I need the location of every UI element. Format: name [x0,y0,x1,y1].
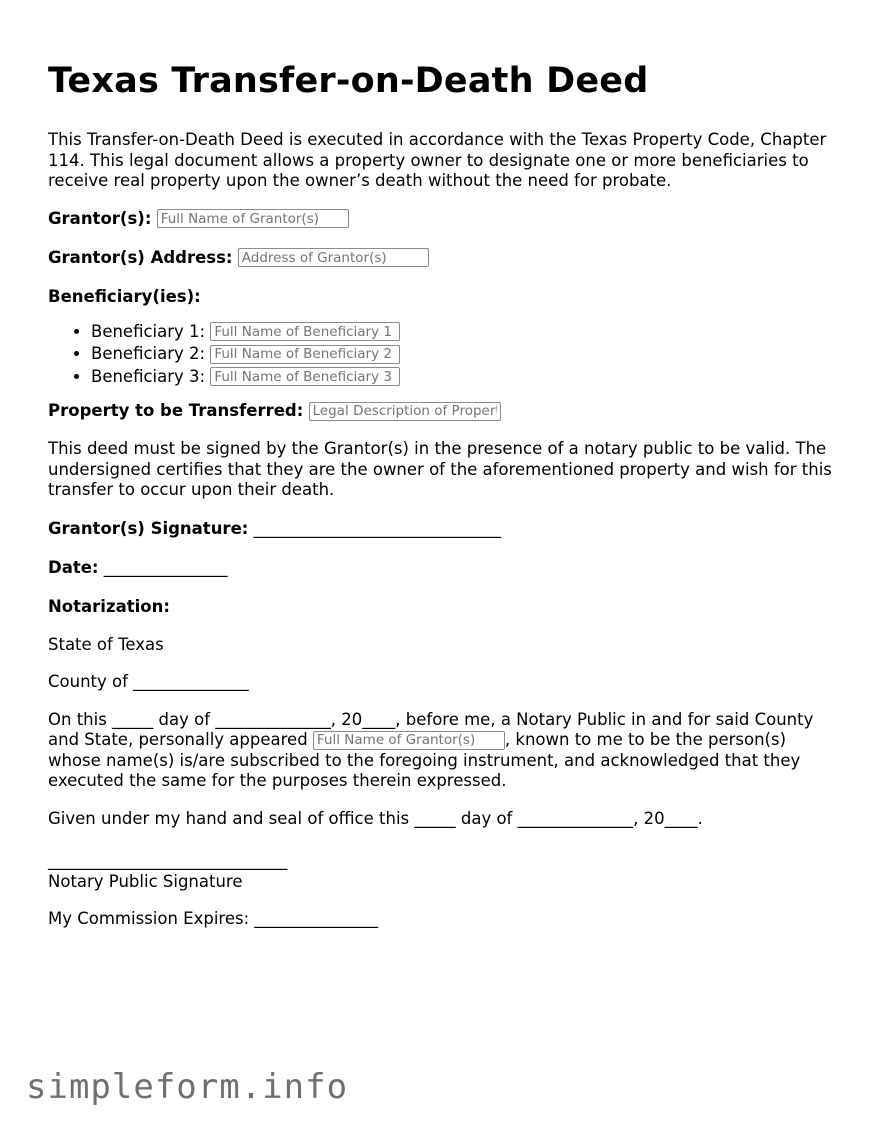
grantor-address-label: Grantor(s) Address: [48,247,233,267]
notarization-label: Notarization: [48,596,170,616]
beneficiary-1-input[interactable] [210,322,400,341]
certification-paragraph: This deed must be signed by the Grantor(s) in the presence of a notary public to be valid. The undersigned certifies that they are the owner of the aforementioned property and wish for this transfer to occur upon their death. [48,439,832,499]
beneficiaries-label: Beneficiary(ies): [48,286,201,306]
page-title: Texas Transfer-on-Death Deed [48,61,649,101]
notarization-heading-row [48,596,838,618]
given-under-hand-line: Given under my hand and seal of office this _____ day of ______________, 20____. [48,808,703,828]
beneficiary-1-label: Beneficiary 1: [91,321,206,341]
intro-paragraph: This Transfer-on-Death Deed is executed in accordance with the Texas Property Code, Chapter 114. This legal document allows a property owner to designate one or more beneficiaries to receive real property upon the owner’s death without the need for probate. [48,130,827,190]
beneficiary-3-label: Beneficiary 3: [91,366,206,386]
document-page [48,58,838,947]
beneficiaries-heading-row [48,286,838,308]
grantor-row [48,208,838,230]
list-item [91,343,838,366]
beneficiary-list [48,321,838,389]
beneficiary-2-input[interactable] [210,345,400,364]
date-label: Date: [48,557,99,577]
grantor-address-row [48,247,838,269]
property-label: Property to be Transferred: [48,401,304,420]
acknowledgment-end: , known to me to be the person(s) whose name(s) is/are subscribed to the foregoing instrument, and acknowledged that they executed the same for the purposes therein expressed. [48,730,801,790]
date-row [48,557,838,579]
signature-label: Grantor(s) Signature: [48,518,249,538]
notary-signature-line: _____________________________ [48,851,288,870]
county-line: County of ______________ [48,672,249,691]
acknowledgment-start: On this _____ day of ______________, 20____, before me, a Notary Public in and for said County and State, personally appeared [48,709,814,749]
property-row [48,400,838,422]
signature-row [48,518,838,540]
state-line: State of Texas [48,634,164,654]
grantor-name-input[interactable] [157,209,349,228]
watermark-text: simpleform.info [26,1067,349,1107]
date-blank: _______________ [103,557,228,577]
list-item [91,321,838,344]
notary-signature-label: Notary Public Signature [48,871,243,891]
beneficiary-3-input[interactable] [210,367,400,386]
property-description-input[interactable] [309,402,501,421]
grantor-label: Grantor(s): [48,208,152,228]
signature-blank: ______________________________ [253,518,502,538]
notary-grantor-name-input[interactable] [313,731,505,750]
commission-expires-line: My Commission Expires: _______________ [48,909,379,928]
list-item [91,366,838,389]
beneficiary-2-label: Beneficiary 2: [91,344,206,363]
grantor-address-input[interactable] [238,248,429,267]
acknowledgment-paragraph [48,710,838,792]
